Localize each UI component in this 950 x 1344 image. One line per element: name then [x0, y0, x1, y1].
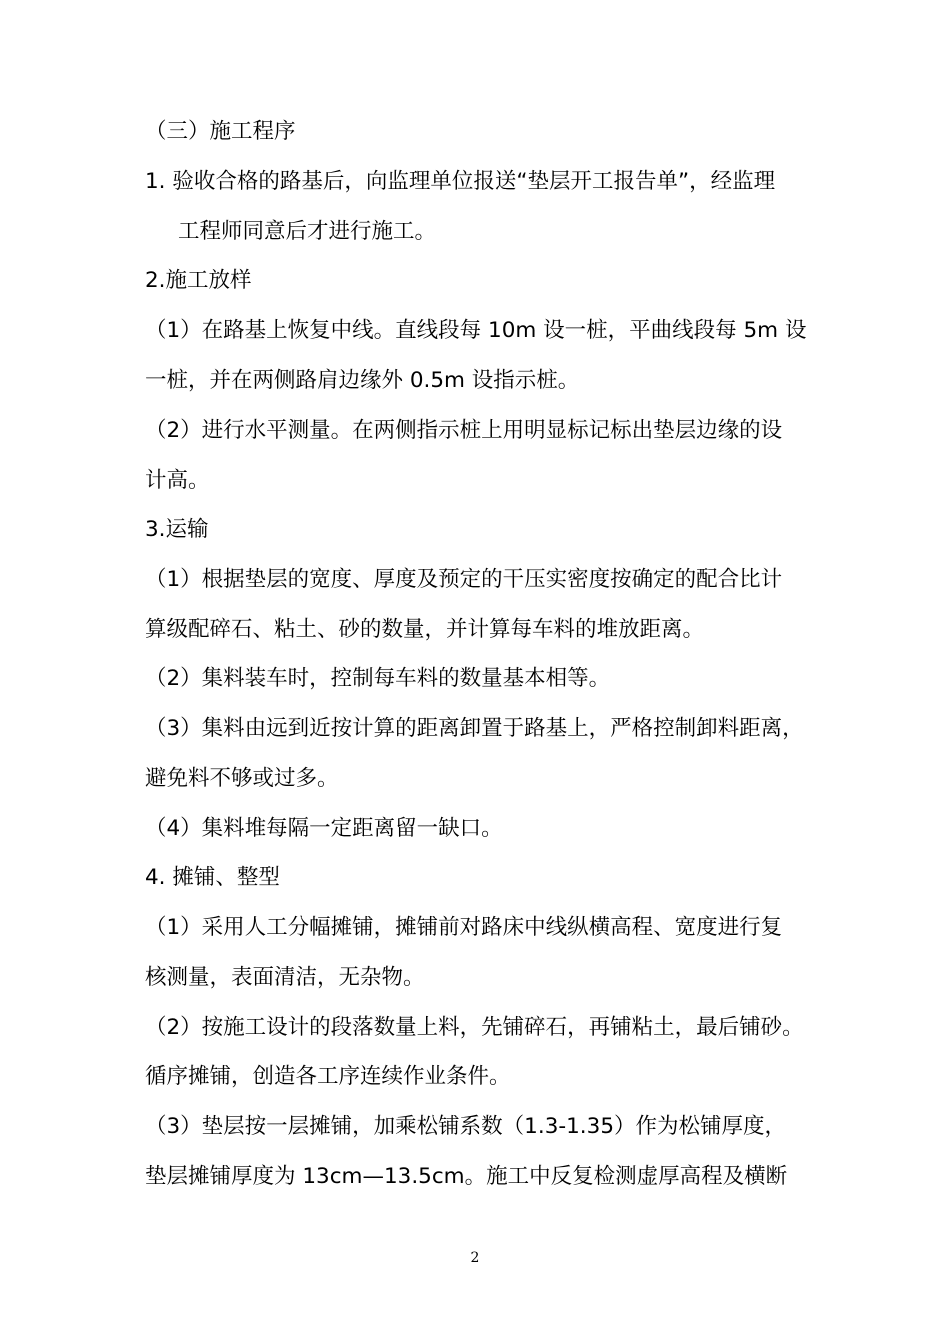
- text-line: 计高。: [145, 468, 210, 493]
- text-line: （2）进行水平测量。在两侧指示桩上用明显标记标出垫层边缘的设: [145, 418, 783, 443]
- text-line: 核测量，表面清洁，无杂物。: [145, 965, 425, 990]
- page-number: 2: [470, 1250, 480, 1266]
- text-line: 4. 摊铺、整型: [145, 865, 280, 890]
- text-line: （1）在路基上恢复中线。直线段每 10m 设一桩，平曲线段每 5m 设: [145, 318, 807, 343]
- text-line: 2.施工放样: [145, 268, 252, 293]
- text-line: 3.运输: [145, 517, 209, 542]
- text-line: 一桩，并在两侧路肩边缘外 0.5m 设指示桩。: [145, 368, 580, 393]
- text-line: （2）按施工设计的段落数量上料，先铺碎石，再铺粘土，最后铺砂。: [145, 1015, 804, 1040]
- text-line: （3）垫层按一层摊铺，加乘松铺系数（1.3-1.35）作为松铺厚度，: [145, 1114, 787, 1139]
- text-line: 算级配碎石、粘土、砂的数量，并计算每车料的堆放距离。: [145, 617, 705, 642]
- text-line: （3）集料由远到近按计算的距离卸置于路基上，严格控制卸料距离，: [145, 716, 804, 741]
- text-line: 1. 验收合格的路基后，向监理单位报送“垫层开工报告单”，经监理: [145, 169, 776, 194]
- text-line: （三）施工程序: [145, 119, 296, 144]
- text-line: （2）集料装车时，控制每车料的数量基本相等。: [145, 666, 611, 691]
- text-line: （1）采用人工分幅摊铺，摊铺前对路床中线纵横高程、宽度进行复: [145, 915, 783, 940]
- text-line: （1）根据垫层的宽度、厚度及预定的干压实密度按确定的配合比计: [145, 567, 783, 592]
- text-line: 垫层摊铺厚度为 13cm—13.5cm。施工中反复检测虚厚高程及横断: [145, 1164, 788, 1189]
- text-line: （4）集料堆每隔一定距离留一缺口。: [145, 816, 503, 841]
- text-line: 循序摊铺，创造各工序连续作业条件。: [145, 1064, 511, 1089]
- text-line: 工程师同意后才进行施工。: [178, 219, 437, 244]
- text-line: 避免料不够或过多。: [145, 766, 339, 791]
